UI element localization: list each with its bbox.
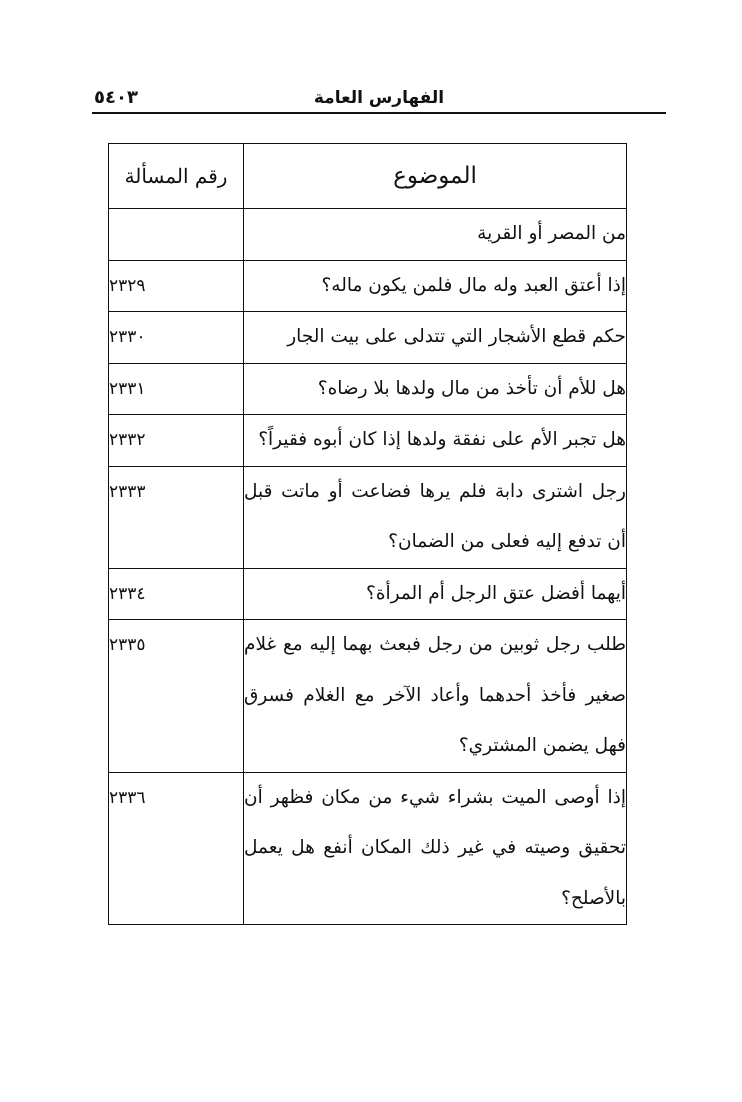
number-cell: [109, 209, 244, 261]
table-row: [109, 312, 627, 364]
topic-cell: حكم قطع الأشجار التي تتدلى على بيت الجار: [244, 312, 627, 364]
number-cell: ٢٣٣٠: [109, 312, 244, 364]
table-row: [109, 260, 627, 312]
topic-cell: هل تجبر الأم على نفقة ولدها إذا كان أبوه فقيراً؟: [244, 415, 627, 467]
topic-cell: من المصر أو القرية: [244, 209, 627, 261]
table-row: [109, 568, 627, 620]
index-table: [108, 143, 627, 925]
number-cell: ٢٣٣٣: [109, 466, 244, 568]
topic-cell: أيهما أفضل عتق الرجل أم المرأة؟: [244, 568, 627, 620]
page-number: ٥٤٠٣: [94, 87, 138, 108]
topic-cell: إذا أوصى الميت بشراء شيء من مكان فظهر أن تحقيق وصيته في غير ذلك المكان أنفع هل يعمل بالأصلح؟: [244, 772, 627, 925]
table-row: [109, 209, 627, 261]
topic-cell: إذا أعتق العبد وله مال فلمن يكون ماله؟: [244, 260, 627, 312]
number-cell: ٢٣٣٤: [109, 568, 244, 620]
column-header-topic: الموضوع: [244, 144, 627, 209]
table-row: [109, 415, 627, 467]
number-cell: ٢٣٣٥: [109, 620, 244, 773]
number-cell: ٢٣٢٩: [109, 260, 244, 312]
table-row: [109, 466, 627, 568]
table-row: [109, 620, 627, 773]
topic-cell: طلب رجل ثوبين من رجل فبعث بهما إليه مع غلام صغير فأخذ أحدهما وأعاد الآخر مع الغلام فسرق فهل يضمن المشتري؟: [244, 620, 627, 773]
table-header-row: [109, 144, 627, 209]
topic-cell: هل للأم أن تأخذ من مال ولدها بلا رضاه؟: [244, 363, 627, 415]
number-cell: ٢٣٣٢: [109, 415, 244, 467]
number-cell: ٢٣٣١: [109, 363, 244, 415]
number-cell: ٢٣٣٦: [109, 772, 244, 925]
running-title: الفهارس العامة: [313, 88, 445, 108]
column-header-number: رقم المسألة: [109, 144, 244, 209]
table-row: [109, 363, 627, 415]
topic-cell: رجل اشترى دابة فلم يرها فضاعت أو ماتت قبل أن تدفع إليه فعلى من الضمان؟: [244, 466, 627, 568]
table-row: [109, 772, 627, 925]
page-header: [92, 84, 666, 114]
